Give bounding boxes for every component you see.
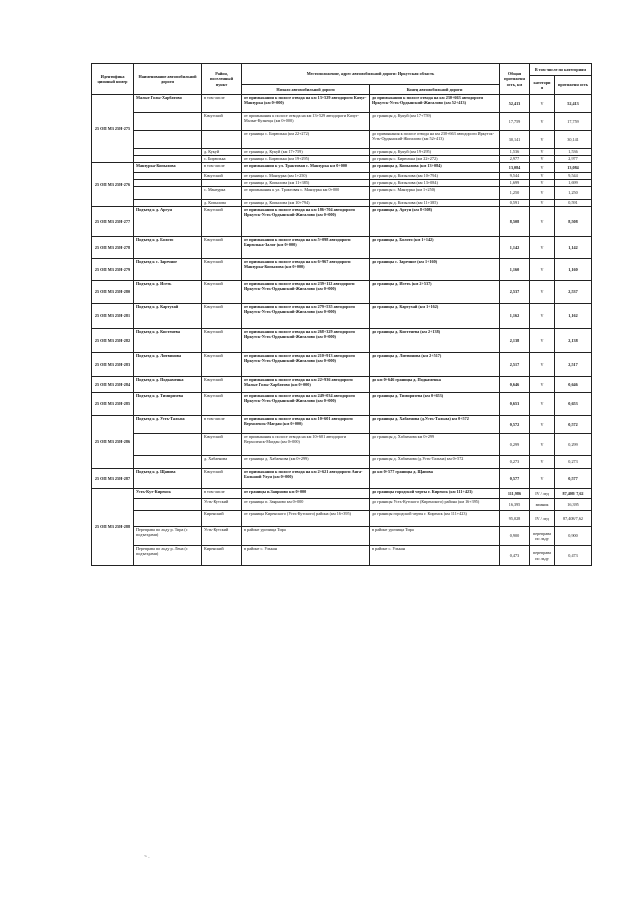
road-id-cell: 25 ОП МЗ 25Н-278 xyxy=(92,237,134,259)
total-length-cell: 16,395 xyxy=(500,499,530,511)
road-name-cell xyxy=(134,180,202,187)
category-cell: V xyxy=(530,200,555,207)
road-id-cell: 25 ОП МЗ 25Н-276 xyxy=(92,163,134,207)
table-row xyxy=(92,434,592,456)
total-length-cell: 95,028 xyxy=(500,511,530,527)
header-id: Идентифика ционный номер xyxy=(92,64,134,95)
road-end-cell: до границы д. Тимирязева (км 0+653) xyxy=(370,393,500,416)
total-length-cell: 0,591 xyxy=(500,200,530,207)
table-row xyxy=(92,527,592,546)
total-length-cell: 0,577 xyxy=(500,469,530,489)
category-cell: V xyxy=(530,95,555,113)
header-end: Конец автомобильной дороги xyxy=(370,85,500,95)
category-cell: V xyxy=(530,163,555,173)
road-end-cell: до границы с. Бирюлька (км 22+272) xyxy=(370,156,500,163)
road-name-cell: Манзурка-Копылова xyxy=(134,163,202,173)
road-name-cell xyxy=(134,131,202,149)
district-cell: Качугский xyxy=(202,113,242,131)
category-cell: V xyxy=(530,377,555,393)
road-end-cell: до границы д. Аргун (км 8+508) xyxy=(370,207,500,237)
district-cell: Качугский xyxy=(202,377,242,393)
road-name-cell: Подъезд к д. Исеть xyxy=(134,281,202,304)
table-row xyxy=(92,304,592,329)
table-row xyxy=(92,489,592,499)
road-name-cell: Малые Голы-Харбатово xyxy=(134,95,202,113)
road-end-cell: до границы д. Исеть (км 2+537) xyxy=(370,281,500,304)
table-row xyxy=(92,113,592,131)
total-length-cell: 2,138 xyxy=(500,329,530,353)
road-name-cell xyxy=(134,434,202,456)
district-cell xyxy=(202,180,242,187)
category-cell: V xyxy=(530,393,555,416)
road-end-cell: до границы д. Кукуй (км 17+759) xyxy=(370,113,500,131)
road-name-cell: Подъезд к д. Усть-Тальма xyxy=(134,416,202,434)
district-cell: в том числе xyxy=(202,489,242,499)
road-end-cell: до границы д. Картухай (км 1+162) xyxy=(370,304,500,329)
road-end-cell: до км 0+577 границы д. Щапова xyxy=(370,469,500,489)
road-start-cell: от примыкания к полосе отвода на км 239+112 автодороги Иркутск-Усть-Ордынский-Жигалово (км 0+000) xyxy=(242,281,370,304)
category-length-cell: 2,138 xyxy=(555,329,592,353)
total-length-cell: 1,250 xyxy=(500,187,530,200)
category-cell: V xyxy=(530,456,555,469)
road-end-cell: в районе урочища Тира xyxy=(370,527,500,546)
total-length-cell: 0,299 xyxy=(500,434,530,456)
category-length-cell: 2,977 xyxy=(555,156,592,163)
category-cell: V xyxy=(530,180,555,187)
total-length-cell: 17,759 xyxy=(500,113,530,131)
road-end-cell: до границы д. Хабаенова (д.Усть-Тальма) км 0+572 xyxy=(370,456,500,469)
category-length-cell: 1,699 xyxy=(555,180,592,187)
road-end-cell: до примыкания к полосе отвода на км 230+663 автодороги Иркутск-Усть-Ордынский-Жигалово (км 52+413) xyxy=(370,131,500,149)
table-row xyxy=(92,259,592,281)
district-cell: Качугский xyxy=(202,434,242,456)
road-name-cell: Переправа по льду р. Лена (с подъездами) xyxy=(134,546,202,566)
road-name-cell: Подъезд к д. Щапова xyxy=(134,469,202,489)
district-cell: с. Бирюлька xyxy=(202,156,242,163)
header-cat-length: протяженн ость xyxy=(555,76,592,95)
road-name-cell: Подъезд к д. Кистенева xyxy=(134,329,202,353)
category-cell: IV / лед xyxy=(530,511,555,527)
road-name-cell: Подъезд к д. Подкаменка xyxy=(134,377,202,393)
category-length-cell: 1,142 xyxy=(555,237,592,259)
category-length-cell: 52,413 xyxy=(555,95,592,113)
category-cell: IV / лед xyxy=(530,489,555,499)
road-start-cell: от примыкания к полосе отвода на км 6+967 автодороги Манзурка-Копылова (км 0+000) xyxy=(242,259,370,281)
road-id-cell: 25 ОП МЗ 25Н-288 xyxy=(92,489,134,566)
road-start-cell: от границы с. Бирюлька (км 22+272) xyxy=(242,131,370,149)
category-length-cell: 0,646 xyxy=(555,377,592,393)
category-length-cell: 1,162 xyxy=(555,304,592,329)
category-length-cell: 13,084 xyxy=(555,163,592,173)
category-cell: V xyxy=(530,281,555,304)
table-row xyxy=(92,149,592,156)
category-length-cell: 30,141 xyxy=(555,131,592,149)
category-length-cell: 0,591 xyxy=(555,200,592,207)
road-start-cell: от примыкания к полосе отвода на км 13+529 автодороги Качуг-Малые-Кузнецы (км 0+000) xyxy=(242,113,370,131)
table-row xyxy=(92,200,592,207)
road-end-cell: до границы городской черты г. Киренск (км 111+423) xyxy=(370,511,500,527)
road-start-cell: от примыкания к полосе отвода на км 10+601 автодороги Верхоленск-Магдан (км 0+000) xyxy=(242,434,370,456)
road-end-cell: до границы д. Копылова (км 13+084) xyxy=(370,163,500,173)
district-cell: Качугский xyxy=(202,237,242,259)
road-start-cell: от границы д. Хабаенова (км 0+299) xyxy=(242,456,370,469)
road-start-cell: от примыкания к полосе отвода на км 22+936 автодороги Малые Голы-Харбатово (км 0+000) xyxy=(242,377,370,393)
road-start-cell: от границы д. Кукуй (км 17+759) xyxy=(242,149,370,156)
total-length-cell: 0,273 xyxy=(500,456,530,469)
district-cell: в том числе xyxy=(202,163,242,173)
road-start-cell: от примыкания к полосе отвода на км 210+913 автодороги Иркутск-Усть-Ордынский-Жигалово (км 0+000) xyxy=(242,353,370,377)
district-cell: Качугский xyxy=(202,304,242,329)
total-length-cell: 2,517 xyxy=(500,353,530,377)
road-id-cell: 25 ОП МЗ 25Н-277 xyxy=(92,207,134,237)
category-cell: зимник xyxy=(530,499,555,511)
road-name-cell: Подъезд к с. Заречное xyxy=(134,259,202,281)
category-length-cell: 0,273 xyxy=(555,456,592,469)
total-length-cell: 8,508 xyxy=(500,207,530,237)
category-cell: V xyxy=(530,149,555,156)
header-start: Начало автомобильной дороги xyxy=(242,85,370,95)
category-length-cell: 1,536 xyxy=(555,149,592,156)
district-cell: Усть-Кутский xyxy=(202,527,242,546)
road-name-cell xyxy=(134,173,202,180)
road-end-cell: до границы с. Заречное (км 1+160) xyxy=(370,259,500,281)
road-register-table xyxy=(91,63,592,566)
page-footnote: ~ . xyxy=(144,854,150,860)
road-start-cell: от примыкания к полосе отвода на км 249+034 автодороги Иркутск-Усть-Ордынский-Жигалово (км 0+000) xyxy=(242,393,370,416)
road-start-cell: в районе с. Улькан xyxy=(242,546,370,566)
district-cell: с. Манзурка xyxy=(202,187,242,200)
category-length-cell: 1,160 xyxy=(555,259,592,281)
road-name-cell: Подъезд к д. Аргун xyxy=(134,207,202,237)
district-cell: в том числе xyxy=(202,95,242,113)
road-register-sheet xyxy=(91,63,591,566)
road-start-cell: от границы Киренского (Усть-Кутского) района (км 16+395) xyxy=(242,511,370,527)
road-name-cell xyxy=(134,200,202,207)
road-start-cell: от границы с. Манзурка (км 1+250) xyxy=(242,173,370,180)
road-name-cell xyxy=(134,156,202,163)
table-row xyxy=(92,469,592,489)
road-end-cell: до границы Усть-Кутского (Киренского) района (км 16+395) xyxy=(370,499,500,511)
table-row xyxy=(92,416,592,434)
road-name-cell xyxy=(134,499,202,511)
total-length-cell: 52,413 xyxy=(500,95,530,113)
road-end-cell: до границы д. Хабаенова (д.Усть-Тальма) км 0+572 xyxy=(370,416,500,434)
total-length-cell: 30,141 xyxy=(500,131,530,149)
total-length-cell: 1,536 xyxy=(500,149,530,156)
road-end-cell: до границы д. Болото (км 1+142) xyxy=(370,237,500,259)
category-cell: V xyxy=(530,156,555,163)
road-start-cell: в районе урочища Тира xyxy=(242,527,370,546)
total-length-cell: 1,699 xyxy=(500,180,530,187)
header-location: Местоположение, адрес автомобильной дороги: Иркутская область xyxy=(242,64,500,85)
table-row xyxy=(92,187,592,200)
table-row xyxy=(92,546,592,566)
table-row xyxy=(92,329,592,353)
road-end-cell: до границы д. Копылова (км 11+385) xyxy=(370,200,500,207)
category-cell: переправа по льду xyxy=(530,527,555,546)
road-name-cell: Подъезд к д. Литвинова xyxy=(134,353,202,377)
road-id-cell: 25 ОП МЗ 25Н-284 xyxy=(92,377,134,393)
category-length-cell: 0,473 xyxy=(555,546,592,566)
category-length-cell: 0,900 xyxy=(555,527,592,546)
total-length-cell: 13,084 xyxy=(500,163,530,173)
total-length-cell: 1,160 xyxy=(500,259,530,281)
total-length-cell: 2,537 xyxy=(500,281,530,304)
category-length-cell: 2,517 xyxy=(555,353,592,377)
road-start-cell: от примыкания к ул. Трактовая с. Манзурка км 0+000 xyxy=(242,187,370,200)
total-length-cell: 0,900 xyxy=(500,527,530,546)
road-start-cell: от примыкания к полосе отвода на км 13+529 автодороги Качуг-Манзурка (км 0+000) xyxy=(242,95,370,113)
road-start-cell: от примыкания к полосе отвода на км 2+621 автодороги Анга-Большой Улун (км 0+000) xyxy=(242,469,370,489)
category-cell: V xyxy=(530,416,555,434)
category-cell: V xyxy=(530,113,555,131)
header-district: Район, поселенный пункт xyxy=(202,64,242,95)
road-start-cell: от примыкания к полосе отвода на км 186+704 автодороги Иркутск-Усть-Ордынский-Жигалово (км 0+000) xyxy=(242,207,370,237)
road-end-cell: до границы д. Копылова (км 13+084) xyxy=(370,180,500,187)
header-incl: В том числе по категориям xyxy=(530,64,592,76)
district-cell: Качугский xyxy=(202,469,242,489)
road-id-cell: 25 ОП МЗ 25Н-279 xyxy=(92,259,134,281)
table-row xyxy=(92,173,592,180)
category-cell: V xyxy=(530,173,555,180)
category-length-cell: 1,250 xyxy=(555,187,592,200)
road-start-cell: от границы п. Заярново км 0+000 xyxy=(242,499,370,511)
category-cell: V xyxy=(530,131,555,149)
road-end-cell: до границы д. Копылова (км 10+794) xyxy=(370,173,500,180)
district-cell: Киренский xyxy=(202,546,242,566)
road-id-cell: 25 ОП МЗ 25Н-285 xyxy=(92,393,134,416)
road-name-cell xyxy=(134,149,202,156)
road-start-cell: от примыкания к полосе отвода на км 5+098 автодороги Бирюлька-Залог (км 0+000) xyxy=(242,237,370,259)
category-length-cell: 8,508 xyxy=(555,207,592,237)
road-start-cell: от границы п.Заярново км 0+000 xyxy=(242,489,370,499)
category-length-cell: 2,537 xyxy=(555,281,592,304)
district-cell: Качугский xyxy=(202,259,242,281)
road-start-cell: от примыкания к полосе отвода на км 10+601 автодороги Верхоленск-Магдан (км 0+000) xyxy=(242,416,370,434)
table-row xyxy=(92,180,592,187)
category-cell: V xyxy=(530,329,555,353)
district-cell: Усть-Кутский xyxy=(202,499,242,511)
district-cell xyxy=(202,131,242,149)
category-cell: V xyxy=(530,469,555,489)
road-id-cell: 25 ОП МЗ 25Н-280 xyxy=(92,281,134,304)
total-length-cell: 0,646 xyxy=(500,377,530,393)
road-name-cell: Подъезд к д. Картухай xyxy=(134,304,202,329)
district-cell: Качугский xyxy=(202,353,242,377)
road-name-cell: Усть-Кут-Киренск xyxy=(134,489,202,499)
category-cell: V xyxy=(530,259,555,281)
category-length-cell: 9,544 xyxy=(555,173,592,180)
category-length-cell: 16,395 xyxy=(555,499,592,511)
district-cell: д. Копылова xyxy=(202,200,242,207)
road-name-cell xyxy=(134,511,202,527)
total-length-cell: 0,653 xyxy=(500,393,530,416)
category-length-cell: 0,572 xyxy=(555,416,592,434)
table-row xyxy=(92,131,592,149)
district-cell: в том числе xyxy=(202,416,242,434)
road-id-cell: 25 ОП МЗ 25Н-281 xyxy=(92,304,134,329)
road-end-cell: до границы д. Кистенева (км 2+138) xyxy=(370,329,500,353)
table-row xyxy=(92,207,592,237)
road-name-cell: Подъезд к д. Болото xyxy=(134,237,202,259)
category-length-cell: 0,577 xyxy=(555,469,592,489)
road-end-cell: до границы д. Кукуй (км 19+295) xyxy=(370,149,500,156)
total-length-cell: 1,162 xyxy=(500,304,530,329)
category-length-cell: 87,408/7,62 xyxy=(555,511,592,527)
road-start-cell: от границы д. Копылова (км 10+794) xyxy=(242,200,370,207)
table-row xyxy=(92,456,592,469)
table-row xyxy=(92,163,592,173)
total-length-cell: 1,142 xyxy=(500,237,530,259)
category-length-cell: 0,299 xyxy=(555,434,592,456)
category-cell: V xyxy=(530,207,555,237)
table-row xyxy=(92,511,592,527)
table-row xyxy=(92,499,592,511)
road-name-cell xyxy=(134,113,202,131)
road-start-cell: от границы с. Бирюлька (км 19+295) xyxy=(242,156,370,163)
road-end-cell: до границы д. Литвинова (км 2+517) xyxy=(370,353,500,377)
road-end-cell: до границы д. Хабаенова км 0+299 xyxy=(370,434,500,456)
table-body xyxy=(92,95,592,566)
road-name-cell xyxy=(134,456,202,469)
table-row xyxy=(92,237,592,259)
total-length-cell: 0,473 xyxy=(500,546,530,566)
category-cell: переправа по льду xyxy=(530,546,555,566)
total-length-cell: 0,572 xyxy=(500,416,530,434)
category-cell: V xyxy=(530,434,555,456)
table-row xyxy=(92,353,592,377)
district-cell: Качугский xyxy=(202,393,242,416)
road-name-cell: Подъезд к д. Тимирязева xyxy=(134,393,202,416)
road-id-cell: 25 ОП МЗ 25Н-275 xyxy=(92,95,134,163)
header-category: категори я xyxy=(530,76,555,95)
road-id-cell: 25 ОП МЗ 25Н-287 xyxy=(92,469,134,489)
category-length-cell: 17,759 xyxy=(555,113,592,131)
district-cell: Качугский xyxy=(202,281,242,304)
road-name-cell: Переправа по льду р. Тира (с подъездами) xyxy=(134,527,202,546)
road-id-cell: 25 ОП МЗ 25Н-286 xyxy=(92,416,134,469)
table-row xyxy=(92,95,592,113)
road-end-cell: до границы с. Манзурка (км 1+250) xyxy=(370,187,500,200)
district-cell: д. Кукуй xyxy=(202,149,242,156)
category-length-cell: 0,653 xyxy=(555,393,592,416)
category-cell: V xyxy=(530,353,555,377)
road-start-cell: от границы д. Копылова (км 11+385) xyxy=(242,180,370,187)
header-length: Общая протяженн ость, км xyxy=(500,64,530,95)
category-cell: V xyxy=(530,237,555,259)
district-cell: Качугский xyxy=(202,207,242,237)
category-cell: V xyxy=(530,187,555,200)
table-row xyxy=(92,393,592,416)
road-end-cell: до км 0+646 границы д. Подкаменка xyxy=(370,377,500,393)
road-end-cell: в районе с. Улькан xyxy=(370,546,500,566)
district-cell: д. Хабаенова xyxy=(202,456,242,469)
road-end-cell: до примыкания к полосе отвода на км 230+663 автодороги Иркутск-Усть-Ордынский-Жигалово (км 52+413) xyxy=(370,95,500,113)
road-start-cell: от примыкания к полосе отвода на км 279+535 автодороги Иркутск-Усть-Ордынский-Жигалово (км 0+000) xyxy=(242,304,370,329)
road-end-cell: до границы городской черты г. Киренск (км 111+423) xyxy=(370,489,500,499)
road-start-cell: от примыкания к ул. Трактовая с. Манзурка км 0+000 xyxy=(242,163,370,173)
road-start-cell: от примыкания к полосе отвода на км 268+329 автодороги Иркутск-Усть-Ордынский-Жигалово (км 0+000) xyxy=(242,329,370,353)
district-cell: Качугский xyxy=(202,173,242,180)
category-length-cell: 87,408/ 7,62 xyxy=(555,489,592,499)
total-length-cell: 9,544 xyxy=(500,173,530,180)
total-length-cell: 111,986 xyxy=(500,489,530,499)
table-row xyxy=(92,156,592,163)
district-cell: Киренский xyxy=(202,511,242,527)
category-cell: V xyxy=(530,304,555,329)
district-cell: Качугский xyxy=(202,329,242,353)
road-name-cell xyxy=(134,187,202,200)
table-row xyxy=(92,281,592,304)
total-length-cell: 2,977 xyxy=(500,156,530,163)
table-row xyxy=(92,377,592,393)
header-name: Наименование автомобильной дороги xyxy=(134,64,202,95)
road-id-cell: 25 ОП МЗ 25Н-282 xyxy=(92,329,134,353)
road-id-cell: 25 ОП МЗ 25Н-283 xyxy=(92,353,134,377)
